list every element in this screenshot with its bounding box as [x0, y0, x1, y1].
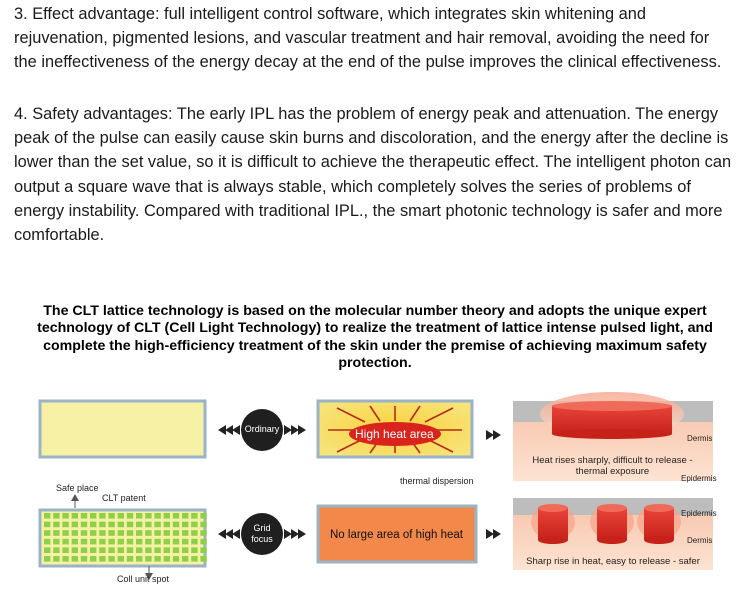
lattice-cell — [99, 522, 105, 528]
lattice-cell — [90, 539, 96, 545]
arrow-right-icon — [284, 425, 306, 435]
lattice-cell — [182, 513, 188, 519]
no-large-heat-label: No large area of high heat — [330, 529, 463, 541]
dermis-label-bottom: Dermis — [687, 536, 713, 545]
coll-unit-spot-label: Coll unit spot — [117, 574, 170, 584]
arrow-left-icon — [218, 425, 240, 435]
lattice-cell — [127, 513, 133, 519]
heat-cylinders — [531, 504, 681, 544]
lattice-cell — [53, 539, 59, 545]
lattice-cell — [118, 530, 124, 536]
lattice-cell — [136, 530, 142, 536]
lattice-cell — [108, 547, 114, 553]
lattice-cell — [81, 522, 87, 528]
clt-headline: The CLT lattice technology is based on the molecular number theory and adopts the unique expert technology of CLT (Cell Light Technology) to realize the treatment of lattice intense pulsed light, and complete the high-efficiency treatment of the skin under the premise of achieving maximum safety protection. — [37, 303, 713, 372]
ordinary-label: Ordinary — [244, 424, 280, 434]
lattice-cell — [200, 556, 206, 562]
lattice-cell — [62, 522, 68, 528]
lattice-cell — [72, 530, 78, 536]
lattice-cell — [108, 513, 114, 519]
lattice-cell — [72, 547, 78, 553]
lattice-cell — [53, 513, 59, 519]
lattice-cell — [62, 539, 68, 545]
lattice-cell — [173, 530, 179, 536]
lattice-cell — [99, 539, 105, 545]
lattice-cell — [145, 539, 151, 545]
lattice-cell — [99, 556, 105, 562]
lattice-cell — [62, 547, 68, 553]
lattice-cell — [53, 522, 59, 528]
lattice-cell — [173, 522, 179, 528]
lattice-cell — [118, 547, 124, 553]
lattice-cell — [164, 530, 170, 536]
arrow-right-icon — [486, 529, 501, 539]
dermis-label-top: Dermis — [687, 434, 713, 443]
lattice-cell — [81, 556, 87, 562]
lattice-cell — [53, 530, 59, 536]
ordinary-skin-panel — [40, 401, 205, 457]
thermal-dispersion-label: thermal dispersion — [400, 476, 474, 486]
lattice-cell — [127, 522, 133, 528]
lattice-cell — [200, 539, 206, 545]
lattice-cell — [44, 547, 50, 553]
arrow-right-icon — [486, 430, 501, 440]
lattice-cell — [90, 522, 96, 528]
lattice-cell — [44, 556, 50, 562]
lattice-cell — [81, 530, 87, 536]
lattice-cell — [72, 522, 78, 528]
lattice-cell — [164, 556, 170, 562]
lattice-cell — [164, 539, 170, 545]
lattice-cell — [90, 530, 96, 536]
lattice-cell — [44, 539, 50, 545]
lattice-cell — [127, 530, 133, 536]
lattice-cell — [118, 539, 124, 545]
lattice-cell — [136, 513, 142, 519]
arrow-left-icon — [218, 529, 240, 539]
lattice-cell — [44, 530, 50, 536]
lattice-cell — [164, 547, 170, 553]
lattice-cell — [118, 556, 124, 562]
heat-caption: Heat rises sharply, difficult to release - thermal exposure — [532, 455, 693, 477]
lattice-cell — [145, 513, 151, 519]
lattice-cell — [154, 513, 160, 519]
clt-comparison-diagram — [0, 392, 750, 595]
lattice-cell — [200, 513, 206, 519]
safe-place-label: Safe place — [56, 483, 99, 493]
lattice-cell — [154, 556, 160, 562]
lattice-cell — [81, 513, 87, 519]
lattice-cell — [108, 522, 114, 528]
lattice-cell — [200, 530, 206, 536]
lattice-cell — [145, 547, 151, 553]
paragraph-effect-advantage: 3. Effect advantage: full intelligent control software, which integrates skin whitening and rejuvenation, pigmented lesions, and vascular treatment and hair removal, avoiding the need for the ineffectiveness of the energy decay at the end of the pulse improves the clinical effectiveness. — [14, 5, 722, 72]
lattice-cell — [145, 530, 151, 536]
lattice-cell — [173, 539, 179, 545]
lattice-cell — [182, 547, 188, 553]
lattice-cell — [108, 530, 114, 536]
lattice-cell — [62, 513, 68, 519]
lattice-cell — [81, 539, 87, 545]
high-heat-label: High heat area — [355, 427, 434, 441]
lattice-cell — [53, 556, 59, 562]
lattice-cell — [173, 513, 179, 519]
lattice-cell — [191, 513, 197, 519]
lattice-cell — [127, 539, 133, 545]
lattice-cell — [72, 556, 78, 562]
paragraph-safety-advantages: 4. Safety advantages: The early IPL has the problem of energy peak and attenuation. The energy peak of the pulse can easily cause skin burns and discoloration, and the energy after the decline is lower than the set value, so it is difficult to achieve the therapeutic effect. The intelligent photon can output a square wave that is always stable, which completely solves the series of problems of energy instability. Compared with traditional IPL., the smart photonic technology is safer and more comfortable. — [14, 105, 732, 245]
lattice-cell — [173, 547, 179, 553]
lattice-cell — [90, 556, 96, 562]
lattice-cell — [127, 547, 133, 553]
lattice-cell — [118, 513, 124, 519]
lattice-cell — [72, 513, 78, 519]
lattice-cell — [200, 522, 206, 528]
lattice-cell — [72, 539, 78, 545]
lattice-cell — [182, 522, 188, 528]
lattice-cell — [164, 522, 170, 528]
lattice-cell — [136, 547, 142, 553]
lattice-cell — [182, 539, 188, 545]
grid-focus-label: Grid focus — [251, 523, 273, 544]
lattice-cell — [99, 547, 105, 553]
lattice-cell — [127, 556, 133, 562]
lattice-cell — [145, 522, 151, 528]
lattice-cell — [182, 556, 188, 562]
lattice-cell — [62, 556, 68, 562]
lattice-cell — [191, 547, 197, 553]
lattice-cell — [154, 530, 160, 536]
lattice-cell — [173, 556, 179, 562]
lattice-cell — [164, 513, 170, 519]
lattice-cell — [99, 530, 105, 536]
lattice-cell — [99, 513, 105, 519]
lattice-cell — [108, 556, 114, 562]
lattice-cell — [44, 513, 50, 519]
lattice-cell — [136, 556, 142, 562]
lattice-cell — [182, 530, 188, 536]
lattice-cell — [191, 556, 197, 562]
epidermis-label-bottom: Epidermis — [681, 509, 717, 518]
lattice-cell — [44, 522, 50, 528]
lattice-cell — [154, 547, 160, 553]
lattice-cell — [90, 547, 96, 553]
arrow-right-icon — [284, 529, 306, 539]
lattice-cell — [145, 556, 151, 562]
lattice-cell — [118, 522, 124, 528]
lattice-cell — [53, 547, 59, 553]
lattice-cell — [108, 539, 114, 545]
epidermis-label-top: Epidermis — [681, 474, 717, 483]
safer-caption: Sharp rise in heat, easy to release - safer — [526, 556, 700, 567]
lattice-cell — [62, 530, 68, 536]
lattice-cell — [136, 522, 142, 528]
lattice-cell — [191, 539, 197, 545]
lattice-cell — [136, 539, 142, 545]
clt-patent-label: CLT patent — [102, 493, 146, 503]
lattice-cell — [191, 522, 197, 528]
lattice-cell — [81, 547, 87, 553]
lattice-cell — [200, 547, 206, 553]
lattice-cell — [154, 539, 160, 545]
lattice-cell — [154, 522, 160, 528]
lattice-cell — [191, 530, 197, 536]
lattice-cell — [90, 513, 96, 519]
